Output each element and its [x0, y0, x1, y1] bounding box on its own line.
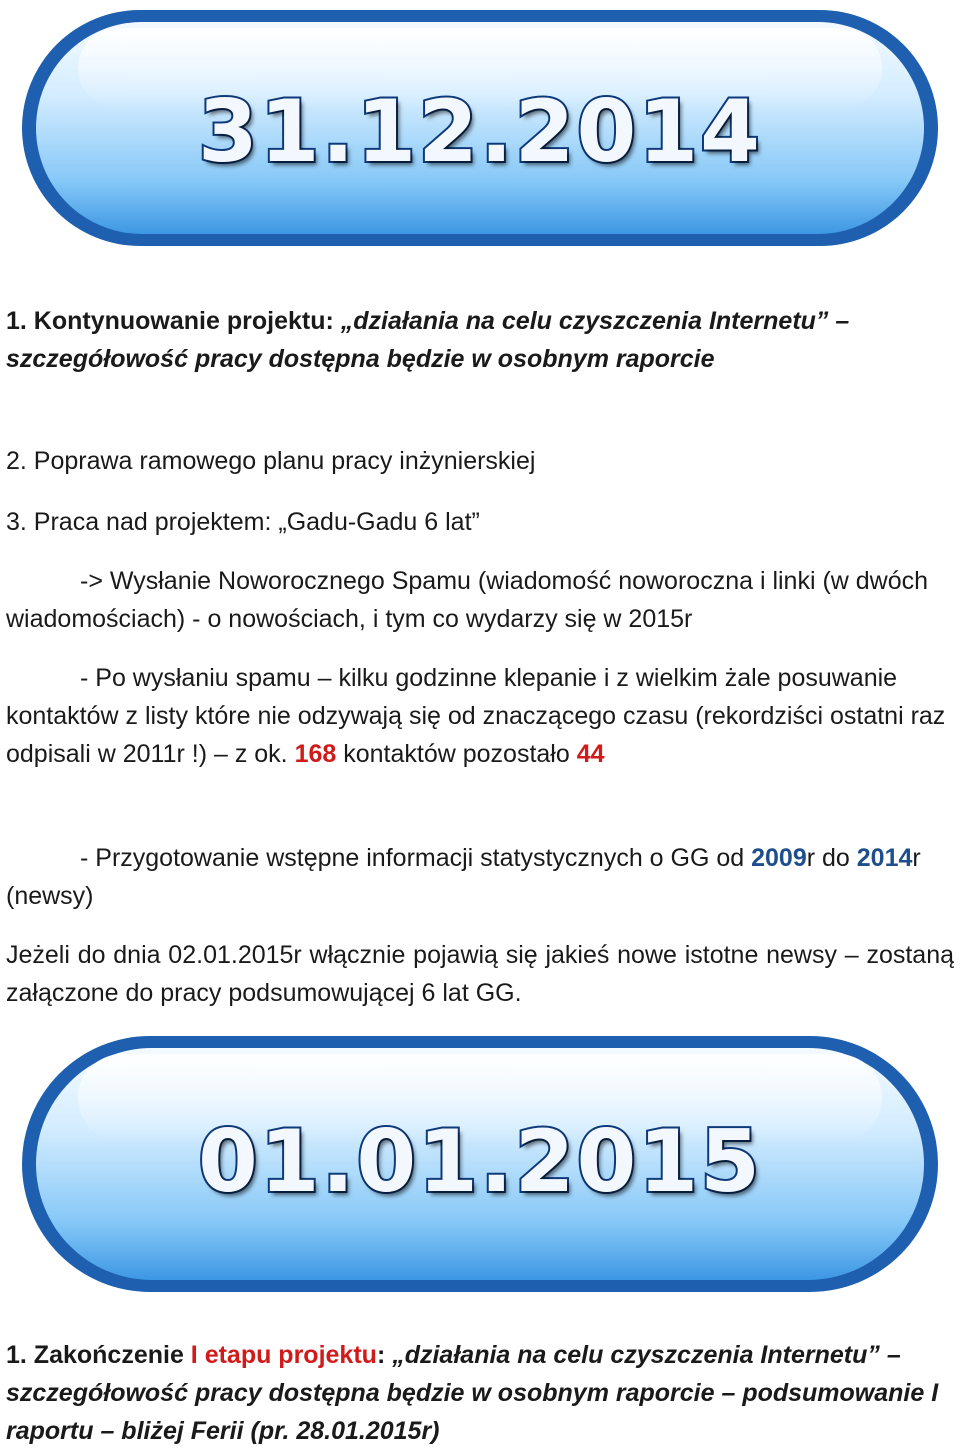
item-1-rest: – szczegółowość pracy dostępna będzie w osobnym raporcie [6, 307, 850, 373]
section-2-item-1 [6, 1336, 954, 1450]
bullet-przygotowanie-r2: r (newsy) [6, 844, 921, 910]
banner-1-date: 31.12.2014 [197, 82, 763, 182]
bullet-przygotowanie [6, 839, 954, 915]
item-1-quote-close: ” [815, 307, 829, 335]
section-2-quote: „działania na celu czyszczenia Internetu” [392, 1341, 880, 1369]
section-2-colon: : [376, 1341, 393, 1369]
year-from: 2009 [751, 844, 807, 872]
contacts-initial-count: 168 [294, 740, 337, 768]
item-2-poprawa: 2. Poprawa ramowego planu pracy inżynierskiej [6, 447, 536, 475]
bullet-po-wyslaniu-text: - Po wysłaniu spamu – kilku godzinne klepanie i z wielkim żale posuwanie kontaktów z listy które nie odzywają się od znaczącego czasu (rekordziści ostatni raz odpisali w 2011r !) – z ok. [6, 664, 946, 768]
bullet-po-wyslaniu-mid: kontaktów pozostało [336, 740, 577, 768]
bullet-przygotowanie-text: - Przygotowanie wstępne informacji statystycznych o GG od [80, 844, 752, 872]
banner-2-date: 01.01.2015 [197, 1112, 763, 1212]
item-1-kontynuowanie [6, 302, 954, 378]
contacts-remaining-count: 44 [576, 740, 605, 768]
item-1-quote-text: działania na celu czyszczenia Internetu [353, 307, 816, 335]
bullet-wyslanie-text: -> Wysłanie Noworocznego Spamu (wiadomość noworoczna i linki (w dwóch wiadomościach) - o nowościach, i tym co wydarzy się w 2015r [6, 567, 929, 633]
item-1-quote-open: „ [340, 307, 354, 335]
section-2-rest: – szczegółowość pracy dostępna będzie w osobnym raporcie – podsumowanie I raportu – bliżej Ferii (pr. 28.01.2015r) [6, 1341, 939, 1445]
item-1-prefix: 1. Kontynuowanie projektu: [6, 307, 341, 335]
section-2-stage: I etapu projektu [190, 1341, 377, 1369]
section-2-prefix: 1. Zakończenie [6, 1341, 191, 1369]
bullet-przygotowanie-r1: r do [806, 844, 857, 872]
bullet-wyslanie [6, 562, 954, 638]
bullet-po-wyslaniu [6, 659, 954, 773]
closing-note: Jeżeli do dnia 02.01.2015r włącznie pojawią się jakieś nowe istotne newsy – zostaną załączone do pracy podsumowującej 6 lat GG. [6, 941, 954, 1007]
item-3-praca: 3. Praca nad projektem: „Gadu-Gadu 6 lat” [6, 508, 480, 536]
year-to: 2014 [856, 844, 913, 872]
